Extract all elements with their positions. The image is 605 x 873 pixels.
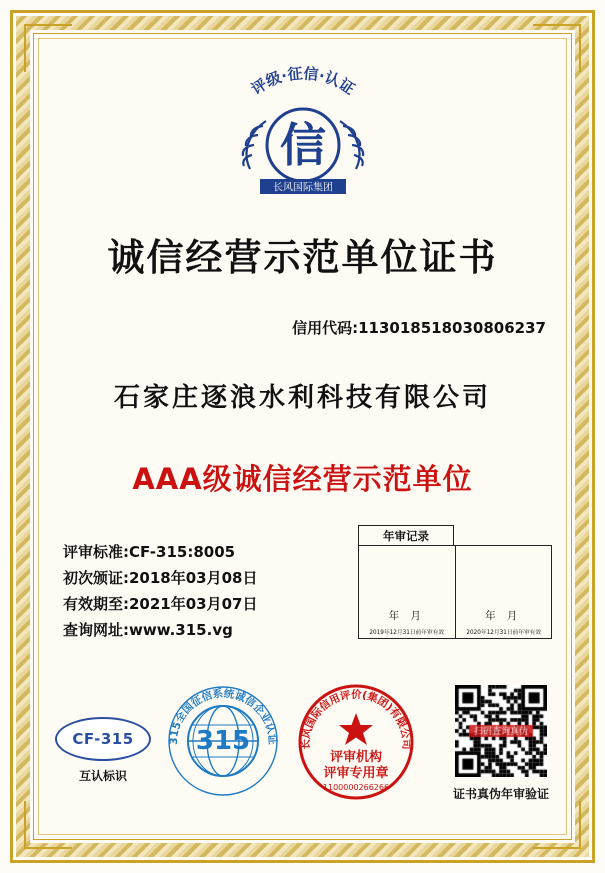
red-seal-outer-text: 长风国际信用评价(集团)有限公司 [299, 688, 413, 750]
red-official-seal [297, 683, 415, 801]
company-name: 石家庄逐浪水利科技有限公司 [113, 383, 491, 413]
annual-review-year-month-2: 年 月 [485, 610, 522, 622]
annual-review-year-month-1: 年 月 [388, 610, 425, 622]
red-seal-line1: 评审机构 [329, 750, 383, 765]
detail-label-issue-date: 初次颁证: [63, 569, 129, 587]
award-title: AAA级诚信经营示范单位 [132, 462, 473, 496]
seals-row [45, 675, 560, 825]
wheat-left [242, 121, 265, 169]
cf-badge-oval: CF-315 [55, 717, 151, 761]
certificate-details [63, 539, 258, 643]
annual-review-note-2: 2020年12月31日前年审有效 [465, 629, 541, 636]
emblem-center-glyph: 信 [279, 118, 326, 172]
globe-seal-graphic [167, 685, 279, 797]
certificate-content [45, 45, 560, 828]
cf-badge [55, 717, 151, 784]
detail-label-valid-until: 有效期至: [63, 595, 129, 613]
emblem-ribbon-text: 长风国际集团 [272, 182, 333, 194]
annual-review-cell-2 [455, 546, 552, 638]
qr-code[interactable] [455, 685, 547, 777]
red-seal-graphic [297, 683, 415, 801]
credit-code-line [45, 317, 560, 338]
detail-value-issue-date: 2018年03月08日 [129, 569, 258, 587]
annual-review-body [358, 545, 552, 639]
annual-review-caption: 年审记录 [358, 525, 454, 545]
globe-seal-outer-text: 315全国征信系统诚信企业认证 [167, 687, 279, 746]
detail-row-issue-date [63, 565, 258, 591]
credit-code-label: 信用代码: [292, 319, 359, 337]
star-icon [339, 713, 373, 745]
qr-verification-block [446, 685, 556, 802]
red-seal-code: 1100000266266 [322, 783, 390, 792]
credit-code-value: 113018518030806237 [358, 319, 546, 337]
detail-value-website: www.315.vg [129, 621, 233, 639]
emblem-graphic [208, 63, 398, 203]
detail-row-website [63, 617, 258, 643]
detail-value-standard: CF-315:8005 [129, 543, 236, 561]
detail-row-valid-until [63, 591, 258, 617]
certificate-title: 诚信经营示范单位证书 [107, 236, 498, 279]
detail-label-standard: 评审标准: [63, 543, 129, 561]
annual-review-table [358, 525, 552, 639]
annual-review-note-1: 2019年12月31日前年审有效 [369, 629, 445, 636]
emblem-arc-text: 评级·征信·认证 [247, 64, 358, 99]
detail-row-standard [63, 539, 258, 565]
globe-seal [167, 685, 279, 797]
organization-emblem [208, 63, 398, 203]
qr-caption: 证书真伪年审验证 [452, 787, 549, 801]
detail-value-valid-until: 2021年03月07日 [129, 595, 258, 613]
wheat-right [340, 121, 363, 169]
red-seal-line2: 评审专用章 [323, 766, 389, 781]
detail-label-website: 查询网址: [63, 621, 129, 639]
annual-review-cell-1 [359, 546, 455, 638]
cf-badge-caption: 互认标识 [78, 769, 127, 783]
globe-seal-center-text: 315 [195, 726, 251, 756]
svg-text:评级·征信·认证 [248, 64, 358, 98]
